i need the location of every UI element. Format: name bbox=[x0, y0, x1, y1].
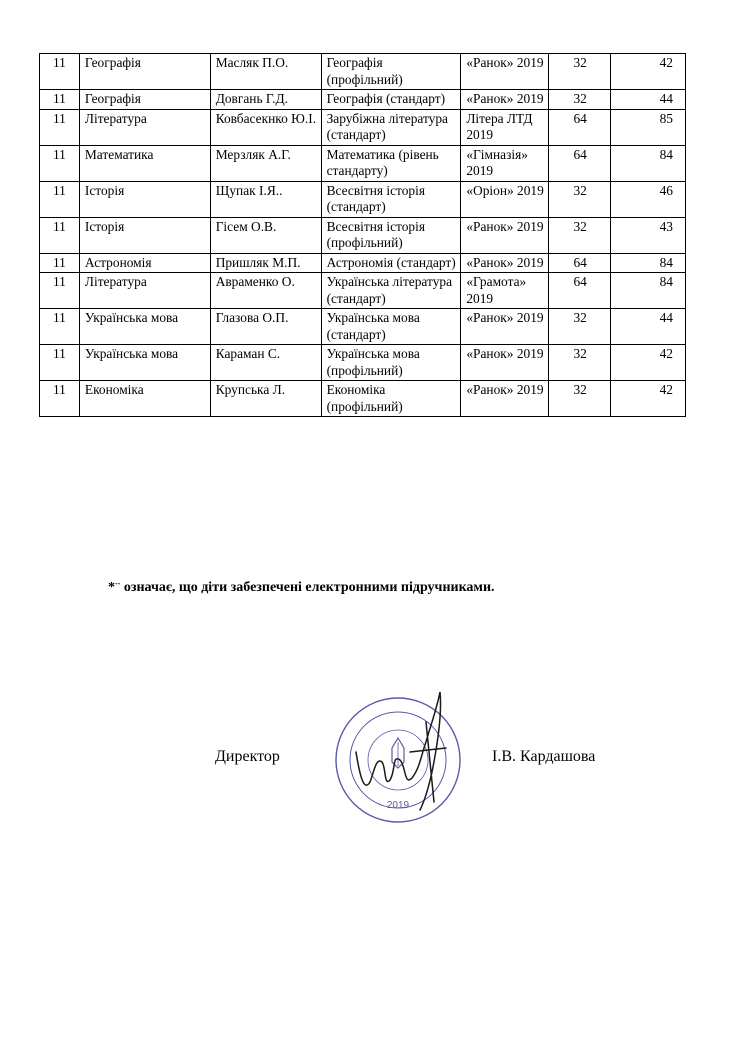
cell-author: Пришляк М.П. bbox=[210, 253, 321, 273]
cell-title: Українська мова (профільний) bbox=[321, 345, 461, 381]
cell-grade: 11 bbox=[40, 381, 80, 417]
cell-count-b: 44 bbox=[611, 309, 686, 345]
cell-subject: Історія bbox=[79, 217, 210, 253]
cell-author: Мерзляк А.Г. bbox=[210, 145, 321, 181]
cell-grade: 11 bbox=[40, 345, 80, 381]
cell-title: Всесвітня історія (профільний) bbox=[321, 217, 461, 253]
cell-title: Економіка (профільний) bbox=[321, 381, 461, 417]
cell-author: Масляк П.О. bbox=[210, 54, 321, 90]
stamp-and-signature-icon bbox=[326, 682, 476, 832]
cell-count-a: 64 bbox=[549, 273, 611, 309]
cell-subject: Математика bbox=[79, 145, 210, 181]
cell-publisher: «Ранок» 2019 bbox=[461, 309, 549, 345]
cell-author: Крупська Л. bbox=[210, 381, 321, 417]
cell-publisher: «Ранок» 2019 bbox=[461, 381, 549, 417]
cell-subject: Історія bbox=[79, 181, 210, 217]
cell-publisher: «Гімназія» 2019 bbox=[461, 145, 549, 181]
table-row bbox=[40, 217, 686, 253]
cell-count-b: 84 bbox=[611, 273, 686, 309]
footnote-sup: -- bbox=[115, 579, 121, 588]
cell-grade: 11 bbox=[40, 181, 80, 217]
cell-title: Українська мова (стандарт) bbox=[321, 309, 461, 345]
table-row bbox=[40, 273, 686, 309]
cell-count-a: 32 bbox=[549, 217, 611, 253]
cell-count-b: 84 bbox=[611, 145, 686, 181]
cell-grade: 11 bbox=[40, 217, 80, 253]
cell-author: Ковбасекнко Ю.І. bbox=[210, 109, 321, 145]
cell-count-a: 32 bbox=[549, 54, 611, 90]
cell-grade: 11 bbox=[40, 253, 80, 273]
cell-author: Гісем О.В. bbox=[210, 217, 321, 253]
cell-grade: 11 bbox=[40, 309, 80, 345]
cell-subject: Астрономія bbox=[79, 253, 210, 273]
table-row bbox=[40, 109, 686, 145]
cell-grade: 11 bbox=[40, 273, 80, 309]
cell-grade: 11 bbox=[40, 54, 80, 90]
cell-publisher: «Ранок» 2019 bbox=[461, 345, 549, 381]
textbook-table bbox=[39, 53, 686, 417]
cell-count-a: 32 bbox=[549, 381, 611, 417]
cell-publisher: Літера ЛТД 2019 bbox=[461, 109, 549, 145]
table-row bbox=[40, 381, 686, 417]
cell-count-a: 64 bbox=[549, 145, 611, 181]
footnote-marker: * bbox=[108, 580, 115, 595]
cell-publisher: «Ранок» 2019 bbox=[461, 217, 549, 253]
cell-count-b: 44 bbox=[611, 90, 686, 110]
cell-author: Глазова О.П. bbox=[210, 309, 321, 345]
cell-title: Всесвітня історія (стандарт) bbox=[321, 181, 461, 217]
cell-subject: Географія bbox=[79, 90, 210, 110]
table-row bbox=[40, 309, 686, 345]
cell-author: Щупак І.Я.. bbox=[210, 181, 321, 217]
cell-author: Авраменко О. bbox=[210, 273, 321, 309]
cell-count-a: 64 bbox=[549, 253, 611, 273]
cell-count-a: 32 bbox=[549, 181, 611, 217]
cell-subject: Економіка bbox=[79, 381, 210, 417]
cell-grade: 11 bbox=[40, 109, 80, 145]
table-row bbox=[40, 145, 686, 181]
cell-publisher: «Грамота» 2019 bbox=[461, 273, 549, 309]
cell-count-a: 32 bbox=[549, 345, 611, 381]
cell-count-a: 32 bbox=[549, 309, 611, 345]
cell-subject: Географія bbox=[79, 54, 210, 90]
cell-publisher: «Ранок» 2019 bbox=[461, 253, 549, 273]
cell-title: Географія (стандарт) bbox=[321, 90, 461, 110]
cell-publisher: «Оріон» 2019 bbox=[461, 181, 549, 217]
footnote-text: означає, що діти забезпечені електронними підручниками. bbox=[120, 580, 495, 595]
cell-subject: Українська мова bbox=[79, 345, 210, 381]
cell-subject: Література bbox=[79, 109, 210, 145]
cell-author: Довгань Г.Д. bbox=[210, 90, 321, 110]
cell-count-a: 64 bbox=[549, 109, 611, 145]
footnote bbox=[108, 580, 495, 596]
cell-count-b: 42 bbox=[611, 345, 686, 381]
cell-author: Караман С. bbox=[210, 345, 321, 381]
cell-count-b: 85 bbox=[611, 109, 686, 145]
cell-count-b: 42 bbox=[611, 381, 686, 417]
cell-subject: Література bbox=[79, 273, 210, 309]
director-label: Директор bbox=[215, 748, 280, 765]
cell-count-a: 32 bbox=[549, 90, 611, 110]
cell-subject: Українська мова bbox=[79, 309, 210, 345]
cell-title: Географія (профільний) bbox=[321, 54, 461, 90]
cell-title: Математика (рівень стандарту) bbox=[321, 145, 461, 181]
cell-count-b: 46 bbox=[611, 181, 686, 217]
table-row bbox=[40, 253, 686, 273]
svg-text:2019: 2019 bbox=[386, 800, 410, 811]
cell-count-b: 42 bbox=[611, 54, 686, 90]
cell-grade: 11 bbox=[40, 145, 80, 181]
cell-count-b: 84 bbox=[611, 253, 686, 273]
textbook-table-body bbox=[40, 54, 686, 417]
table-row bbox=[40, 345, 686, 381]
cell-grade: 11 bbox=[40, 90, 80, 110]
cell-count-b: 43 bbox=[611, 217, 686, 253]
cell-publisher: «Ранок» 2019 bbox=[461, 90, 549, 110]
director-name: І.В. Кардашова bbox=[492, 748, 596, 765]
cell-title: Зарубіжна література (стандарт) bbox=[321, 109, 461, 145]
cell-publisher: «Ранок» 2019 bbox=[461, 54, 549, 90]
cell-title: Українська література (стандарт) bbox=[321, 273, 461, 309]
table-row bbox=[40, 181, 686, 217]
table-row bbox=[40, 54, 686, 90]
table-row bbox=[40, 90, 686, 110]
cell-title: Астрономія (стандарт) bbox=[321, 253, 461, 273]
